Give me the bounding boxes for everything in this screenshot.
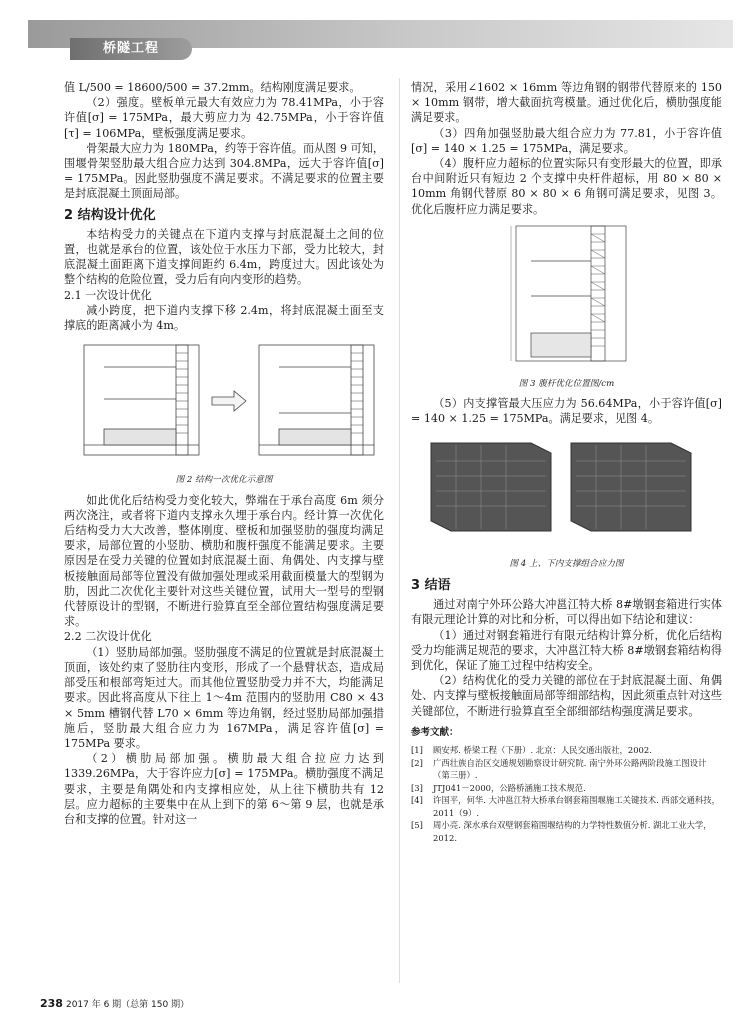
paragraph: 如此优化后结构受力变化较大，弊端在于承台高度 6m 须分两次浇注，或者将下道内支撑永久埋于承台内。经计算一次优化后结构受力大大改善，整体刚度、壁板和加强竖肋的强度均满足要求，局部位置的小竖肋、横肋和腹杆强度不能满足要求。主要原因是在受力关键的位置如封底混凝土面、角偶处、内支撑与壁板接触面局部等位置没有做加强处理或采用截面模量大的型钢为肋，因此二次优化主要针对这些关键位置，试用大一型号的型钢代替原设计的型钢，不断进行验算直至全部位置结构强度满足要求。	[64, 493, 384, 629]
column-divider	[399, 78, 400, 983]
paragraph: （4）腹杆应力超标的位置实际只有变形最大的位置，即承台中间附近只有短边 2 个支撑中央杆件超标，用 80 × 80 × 10mm 角钢代替原 80 × 80 × 6 角钢可满足要求，见图 3。优化后腹杆应力满足要求。	[411, 157, 722, 216]
reference-number: [2]	[411, 757, 423, 768]
figure-3-diagram	[411, 221, 722, 371]
reference-number: [4]	[411, 795, 423, 806]
figure-3	[411, 221, 722, 392]
left-column	[64, 80, 384, 827]
reference-text: 广西壮族自治区交通规划勘察设计研究院. 南宁外环公路两阶段施工图设计（第三册）.	[433, 757, 707, 781]
figure-2-caption: 图 2 结构一次优化示意图	[175, 475, 273, 486]
right-column	[411, 80, 722, 844]
paragraph: （1）竖肋局部加强。竖肋强度不满足的位置就是封底混凝土顶面，该处约束了竖肋往内变形，形成了一个悬臂状态，造成局部受压和根部弯矩过大。而其他位置竖肋受力并不大，均能满足要求。因此将高度从下往上 1～4m 范围内的竖肋用 C80 × 43 × 5mm 槽钢代替 L70 × 6mm 等边角钢，经过竖肋局部加强措施后，竖肋最大组合应力为 167MPa，满足容许值[σ] = 175MPa 要求。	[64, 645, 384, 750]
paragraph: 值 L/500 = 18600/500 = 37.2mm。结构刚度满足要求。	[64, 81, 361, 94]
paragraph: 骨架最大应力为 180MPa，约等于容许值。而从图 9 可知，围堰骨架竖肋最大组合应力达到 304.8MPa，远大于容许值[σ] = 175MPa。因此竖肋强度不满足要求。不满足要求的位置主要是封底混凝土顶面局部。	[64, 141, 384, 201]
paragraph: （2）强度。壁板单元最大有效应力为 78.41MPa，小于容许值[σ] = 175MPa，最大剪应力为 42.75MPa，小于容许值[τ] = 106MPa，壁板强度满足要求。	[64, 96, 384, 140]
reference-item	[411, 782, 722, 795]
paragraph: （1）通过对钢套箱进行有限元结构计算分析，优化后结构受力均能满足规范的要求，大冲邕江特大桥 8#墩钢套箱结构得到优化，保证了施工过程中结构安全。	[411, 628, 722, 673]
reference-item	[411, 757, 722, 782]
section-heading: 2 结构设计优化	[64, 207, 156, 223]
paragraph: （2）横肋局部加强。横肋最大组合拉应力达到 1339.26MPa，大于容许应力[σ] = 175MPa。横肋强度不满足要求，主要是角隅处和内支撑相应处，从上往下横肋共有 12 层。应力超标的主要集中在从上到下的第 6～第 9 层，也就是承台和支撑的位置。针对这一	[64, 752, 384, 826]
figure-2-diagram	[64, 337, 384, 467]
paragraph: 通过对南宁外环公路大冲邕江特大桥 8#墩钢套箱进行实体有限元理论计算的对比和分析，可以得出如下结论和建议：	[411, 598, 722, 627]
subsection-heading: 2.2 二次设计优化	[64, 630, 152, 644]
figure-2	[64, 337, 384, 488]
reference-number: [1]	[411, 745, 423, 756]
paragraph: （5）内支撑管最大压应力为 56.64MPa，小于容许值[σ] = 140 × 1.25 = 175MPa。满足要求，见图 4。	[411, 397, 722, 426]
paragraph: 本结构受力的关键点在下道内支撑与封底混凝土之间的位置，也就是承台的位置，该处位于水压力下部，受力比较大，封底混凝土面距离下道支撑间距约 6.4m，跨度过大。因此该处为整个结构的危险位置，受力后有向内变形的趋势。	[64, 227, 384, 287]
figure-4-caption: 图 4 上、下内支撑组合应力图	[509, 558, 624, 569]
paragraph: （2）结构优化的受力关键的部位在于封底混凝土面、角偶处、内支撑与壁板接触面局部等细部结构，因此须重点针对这些关键部位，不断进行验算直至全部细部结构强度满足要求。	[411, 674, 722, 718]
subsection-heading: 2.1 一次设计优化	[64, 288, 152, 302]
page-footer	[40, 997, 189, 1010]
reference-text: 顾安邦. 桥梁工程（下册）. 北京：人民交通出版社，2002.	[433, 745, 652, 756]
reference-number: [5]	[411, 820, 423, 831]
reference-item	[411, 744, 722, 757]
reference-item	[411, 819, 722, 844]
reference-item	[411, 794, 722, 819]
figure-4	[411, 431, 722, 572]
figure-3-caption: 图 3 腹杆优化位置图/cm	[518, 379, 615, 390]
figure-4-diagram	[411, 431, 722, 551]
reference-number: [3]	[411, 782, 423, 793]
page-number: 238	[40, 997, 63, 1010]
reference-text: 周小亮. 深水承台双壁钢套箱围堰结构的力学特性数值分析. 湖北工业大学，2012.	[433, 820, 712, 843]
reference-text: JTJ041－2000，公路桥涵施工技术规范.	[433, 782, 586, 793]
reference-text: 许国平，何华. 大冲邕江特大桥承台钢套箱围堰施工关键技术. 西部交通科技，2011（9）.	[433, 795, 721, 818]
section-heading: 3 结语	[411, 578, 451, 594]
references-title: 参考文献：	[411, 726, 459, 738]
issue-info: 2017 年 6 期（总第 150 期）	[65, 1000, 190, 1010]
paragraph: 情况，采用∠1602 × 16mm 等边角钢的钢带代替原来的 150 × 10mm 钢带，增大截面抗弯模量。通过优化后，横肋强度能满足要求。	[411, 81, 722, 125]
paragraph: （3）四角加强竖肋最大组合应力为 77.81，小于容许值[σ] = 140 × 1.25 = 175MPa，满足要求。	[411, 126, 722, 155]
section-tab: 桥隧工程	[70, 38, 192, 60]
paragraph: 减小跨度，把下道内支撑下移 2.4m，将封底混凝土面至支撑底的距离减小为 4m。	[64, 303, 384, 333]
